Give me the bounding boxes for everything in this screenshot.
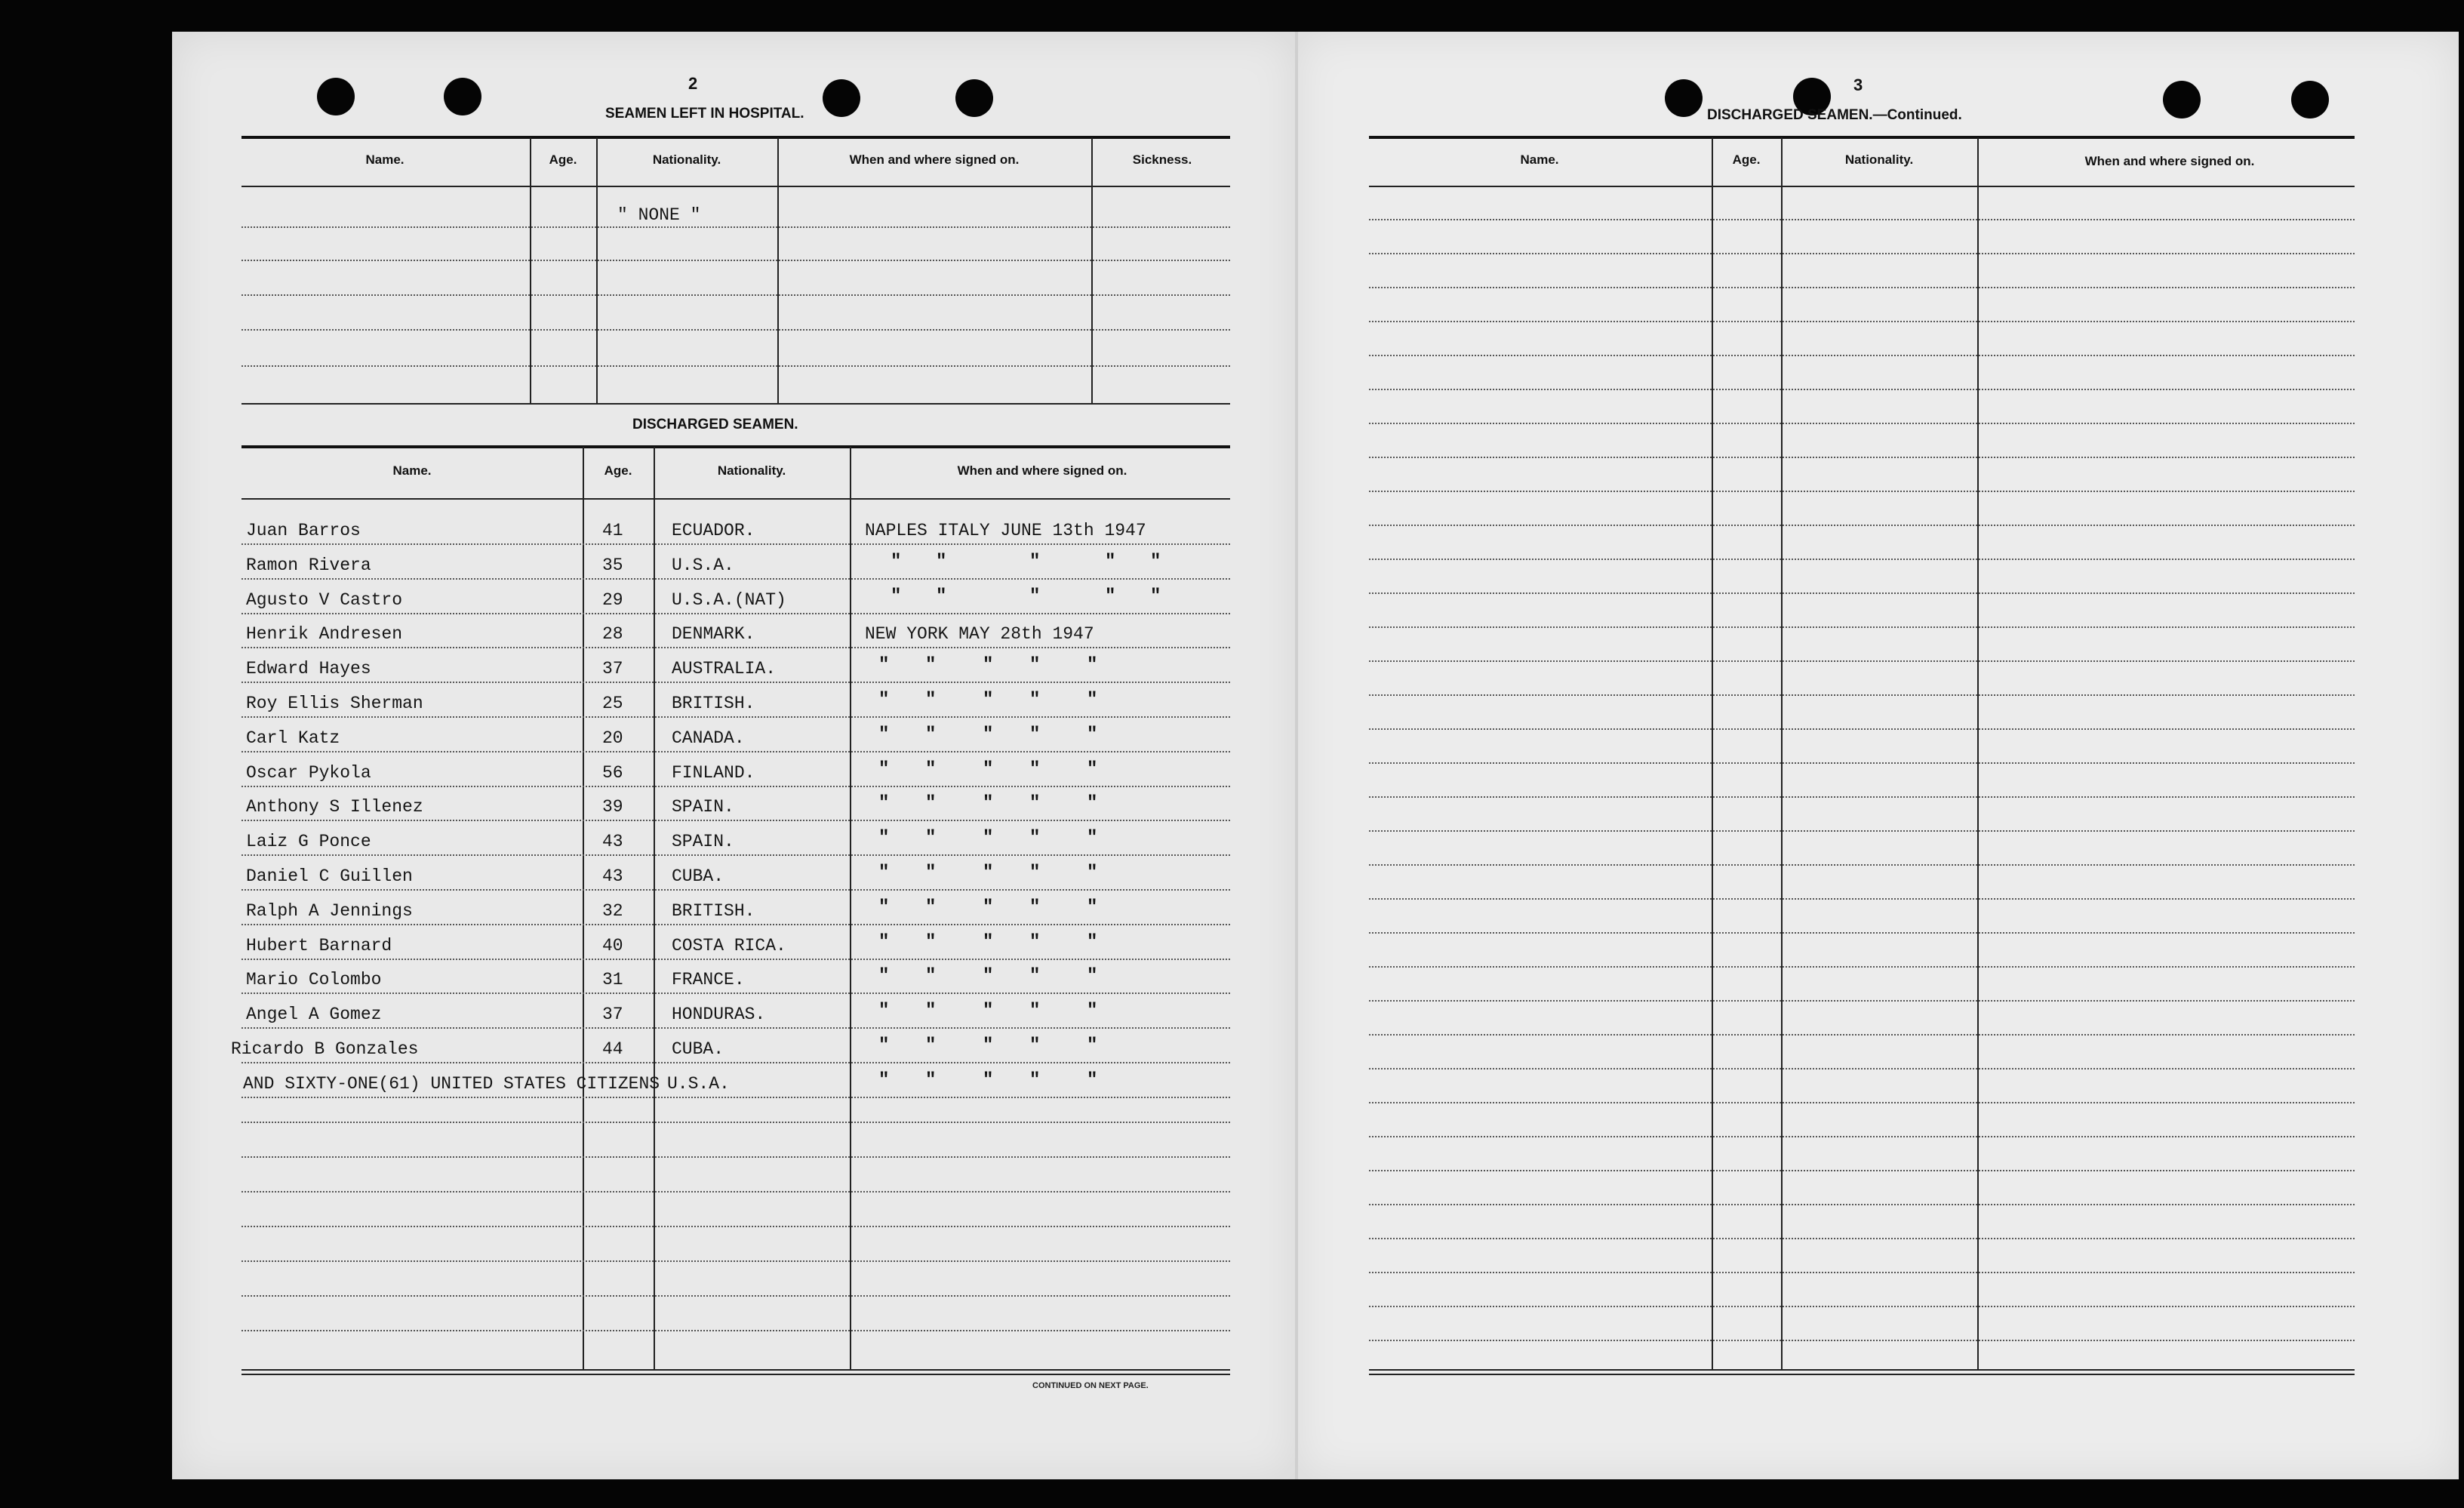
punch-hole [955, 79, 993, 117]
ditto-mark: " [925, 966, 937, 986]
seaman-age: 39 [602, 797, 623, 817]
seaman-nationality: AUSTRALIA. [672, 659, 777, 679]
column-header-name: Name. [1520, 152, 1559, 167]
table-rule [241, 186, 1230, 187]
column-divider [777, 137, 779, 403]
ditto-mark: " [878, 655, 890, 676]
row-guide [1369, 1136, 2355, 1137]
ditto-mark: " [1029, 793, 1041, 814]
ditto-mark: " [1029, 1001, 1041, 1021]
row-guide [241, 1062, 1230, 1063]
seaman-age: 37 [602, 1005, 623, 1024]
row-guide [1369, 1000, 2355, 1002]
ditto-mark: " [925, 828, 937, 848]
seaman-name: Angel A Gomez [246, 1005, 382, 1024]
row-guide [1369, 1238, 2355, 1239]
ditto-mark: " [983, 690, 994, 710]
table-rule [241, 1369, 1230, 1371]
seaman-name: Henrik Andresen [246, 624, 403, 644]
ditto-mark: " [983, 1001, 994, 1021]
row-guide [1369, 1170, 2355, 1171]
ditto-mark: " [925, 1001, 937, 1021]
ditto-mark: " [878, 759, 890, 780]
continued-note: CONTINUED ON NEXT PAGE. [1032, 1381, 1149, 1390]
row-guide [1369, 762, 2355, 764]
ditto-mark: " [1087, 1070, 1098, 1091]
row-guide [1369, 1068, 2355, 1069]
seaman-nationality: FINLAND. [672, 763, 755, 783]
seaman-name: Agusto V Castro [246, 590, 403, 610]
row-guide [1369, 1340, 2355, 1341]
page-number: 2 [688, 74, 698, 93]
row-guide [1369, 287, 2355, 288]
ditto-mark: " [983, 932, 994, 953]
ditto-mark: " [878, 1036, 890, 1056]
signed-on-entry: NAPLES ITALY JUNE 13th 1947 [865, 521, 1146, 540]
row-guide [1369, 1102, 2355, 1103]
ditto-mark: " [878, 793, 890, 814]
seaman-age: 20 [602, 728, 623, 748]
seaman-age: 43 [602, 866, 623, 886]
row-guide [1369, 660, 2355, 662]
column-header-age: Age. [1732, 152, 1761, 167]
ditto-mark: " [1087, 863, 1098, 883]
seaman-name: Juan Barros [246, 521, 361, 540]
table-rule [1369, 1369, 2355, 1371]
seaman-nationality: HONDURAS. [672, 1005, 766, 1024]
row-guide [241, 260, 1230, 261]
ditto-mark: " [1087, 759, 1098, 780]
column-divider [596, 137, 598, 403]
row-guide [1369, 932, 2355, 934]
seaman-nationality: FRANCE. [672, 970, 745, 989]
document-page-2 [172, 32, 1297, 1479]
seaman-nationality: ECUADOR. [672, 521, 755, 540]
table-rule [1369, 186, 2355, 187]
seaman-nationality: DENMARK. [672, 624, 755, 644]
column-header-age: Age. [549, 152, 577, 167]
seaman-nationality: COSTA RICA. [672, 936, 786, 956]
row-guide [1369, 728, 2355, 730]
seaman-age: 41 [602, 521, 623, 540]
row-guide [241, 226, 1230, 228]
ditto-mark: " [891, 586, 902, 607]
column-divider [654, 447, 655, 1369]
row-guide [241, 543, 1230, 545]
page-spine [1295, 32, 1298, 1479]
seaman-name: Ricardo B Gonzales [231, 1039, 419, 1059]
ditto-mark: " [1150, 552, 1161, 572]
row-guide [1369, 355, 2355, 356]
row-guide [1369, 898, 2355, 900]
column-divider [1091, 137, 1093, 403]
seaman-nationality: SPAIN. [672, 797, 734, 817]
row-guide [1369, 592, 2355, 594]
row-guide [1369, 1034, 2355, 1036]
ditto-mark: " [1150, 586, 1161, 607]
ditto-mark: " [925, 655, 937, 676]
row-guide [241, 993, 1230, 994]
column-header-sickness: Sickness. [1132, 152, 1192, 167]
column-divider [583, 447, 584, 1369]
ditto-mark: " [1029, 863, 1041, 883]
row-guide [241, 959, 1230, 960]
ditto-mark: " [1087, 932, 1098, 953]
ditto-mark: " [983, 863, 994, 883]
row-guide [1369, 830, 2355, 832]
column-divider [530, 137, 531, 403]
ditto-mark: " [925, 897, 937, 918]
ditto-mark: " [1087, 725, 1098, 745]
seaman-age: 32 [602, 901, 623, 921]
document-page-3 [1297, 32, 2459, 1479]
ditto-mark: " [1087, 793, 1098, 814]
seaman-age: 25 [602, 694, 623, 713]
punch-hole [317, 78, 355, 115]
ditto-mark: " [1029, 552, 1041, 572]
ditto-mark: " [878, 1070, 890, 1091]
ditto-mark: " [1029, 828, 1041, 848]
table-rule [241, 403, 1230, 405]
seaman-age: 56 [602, 763, 623, 783]
right-page-title: DISCHARGED SEAMEN.—Continued. [1707, 107, 1962, 123]
ditto-mark: " [925, 690, 937, 710]
punch-hole [823, 79, 860, 117]
seaman-nationality: CANADA. [672, 728, 745, 748]
ditto-mark: " [878, 1001, 890, 1021]
row-guide [1369, 1272, 2355, 1273]
ditto-mark: " [925, 1036, 937, 1056]
row-guide [241, 1226, 1230, 1227]
ditto-mark: " [891, 552, 902, 572]
row-guide [241, 1122, 1230, 1123]
row-guide [241, 329, 1230, 331]
row-guide [241, 1156, 1230, 1158]
row-guide [1369, 626, 2355, 628]
ditto-mark: " [1087, 828, 1098, 848]
seaman-age: 43 [602, 832, 623, 851]
seaman-name: Anthony S Illenez [246, 797, 423, 817]
row-guide [241, 751, 1230, 752]
seaman-age: 35 [602, 555, 623, 575]
ditto-mark: " [983, 966, 994, 986]
signed-on-entry: NEW YORK MAY 28th 1947 [865, 624, 1094, 644]
seaman-nationality: BRITISH. [672, 694, 755, 713]
seaman-nationality: U.S.A. [672, 555, 734, 575]
row-guide [241, 820, 1230, 821]
seaman-name: Carl Katz [246, 728, 340, 748]
ditto-mark: " [925, 1070, 937, 1091]
seaman-name: Daniel C Guillen [246, 866, 413, 886]
ditto-mark: " [1029, 655, 1041, 676]
ditto-mark: " [1105, 552, 1116, 572]
ditto-mark: " [1105, 586, 1116, 607]
page-number: 3 [1853, 75, 1863, 94]
ditto-mark: " [1087, 1001, 1098, 1021]
seaman-nationality: CUBA. [672, 866, 724, 886]
ditto-mark: " [1087, 1036, 1098, 1056]
seaman-name: Laiz G Ponce [246, 832, 371, 851]
row-guide [1369, 966, 2355, 968]
row-guide [1369, 423, 2355, 424]
punch-hole [2291, 81, 2329, 118]
row-guide [241, 786, 1230, 787]
ditto-mark: " [925, 759, 937, 780]
column-header-name: Name. [392, 463, 432, 478]
seaman-age: 40 [602, 936, 623, 956]
row-guide [241, 1097, 1230, 1098]
ditto-mark: " [1087, 690, 1098, 710]
column-header-signed-on: When and where signed on. [2084, 154, 2255, 168]
row-guide [241, 365, 1230, 367]
ditto-mark: " [1087, 897, 1098, 918]
ditto-mark: " [1029, 1070, 1041, 1091]
ditto-mark: " [1029, 759, 1041, 780]
table-rule [241, 498, 1230, 500]
ditto-mark: " [1029, 586, 1041, 607]
seaman-age: 29 [602, 590, 623, 610]
table-rule [241, 136, 1230, 139]
seaman-age: 28 [602, 624, 623, 644]
ditto-mark: " [878, 932, 890, 953]
hospital-section-title: SEAMEN LEFT IN HOSPITAL. [605, 106, 804, 122]
row-guide [1369, 253, 2355, 254]
row-guide [1369, 389, 2355, 390]
seaman-name: Oscar Pykola [246, 763, 371, 783]
ditto-mark: " [1029, 725, 1041, 745]
punch-hole [444, 78, 481, 115]
table-rule [241, 445, 1230, 448]
ditto-mark: " [936, 552, 947, 572]
row-guide [1369, 219, 2355, 220]
table-rule [1369, 1374, 2355, 1375]
ditto-mark: " [936, 586, 947, 607]
ditto-mark: " [1029, 932, 1041, 953]
ditto-mark: " [878, 966, 890, 986]
seaman-age: 31 [602, 970, 623, 989]
seaman-name: Ramon Rivera [246, 555, 371, 575]
ditto-mark: " [925, 793, 937, 814]
row-guide [241, 647, 1230, 648]
row-guide [241, 1027, 1230, 1029]
seaman-nationality: BRITISH. [672, 901, 755, 921]
punch-hole [2163, 81, 2201, 118]
column-header-signed-on: When and where signed on. [849, 152, 1020, 167]
seaman-age: 44 [602, 1039, 623, 1059]
row-guide [241, 924, 1230, 925]
ditto-mark: " [1029, 897, 1041, 918]
seaman-nationality: U.S.A.(NAT) [672, 590, 786, 610]
row-guide [241, 682, 1230, 683]
seaman-name: Mario Colombo [246, 970, 382, 989]
ditto-mark: " [983, 828, 994, 848]
seaman-age: 37 [602, 659, 623, 679]
row-guide [241, 1295, 1230, 1297]
ditto-mark: " [878, 725, 890, 745]
ditto-mark: " [925, 932, 937, 953]
row-guide [1369, 491, 2355, 492]
row-guide [1369, 1204, 2355, 1205]
ditto-mark: " [878, 828, 890, 848]
row-guide [1369, 694, 2355, 696]
row-guide [241, 578, 1230, 580]
discharged-section-title: DISCHARGED SEAMEN. [632, 417, 798, 432]
row-guide [1369, 559, 2355, 560]
seaman-name: Hubert Barnard [246, 936, 392, 956]
ditto-mark: " [983, 759, 994, 780]
row-guide [241, 294, 1230, 296]
ditto-mark: " [878, 690, 890, 710]
ditto-mark: " [1087, 966, 1098, 986]
row-guide [241, 854, 1230, 856]
column-header-age: Age. [604, 463, 632, 478]
column-divider [850, 447, 851, 1369]
row-guide [1369, 457, 2355, 458]
seaman-nationality: CUBA. [672, 1039, 724, 1059]
ditto-mark: " [1029, 966, 1041, 986]
row-guide [241, 1330, 1230, 1331]
ditto-mark: " [925, 863, 937, 883]
seaman-name: AND SIXTY-ONE(61) UNITED STATES CITIZENS [243, 1074, 660, 1094]
ditto-mark: " [983, 655, 994, 676]
column-header-name: Name. [365, 152, 405, 167]
row-guide [1369, 1306, 2355, 1307]
seaman-name: Roy Ellis Sherman [246, 694, 423, 713]
row-guide [241, 716, 1230, 718]
ditto-mark: " [983, 1036, 994, 1056]
row-guide [1369, 796, 2355, 798]
seaman-name: Edward Hayes [246, 659, 371, 679]
row-guide [241, 1260, 1230, 1262]
hospital-none-entry: " NONE " [617, 205, 701, 225]
row-guide [1369, 321, 2355, 322]
column-header-signed-on: When and where signed on. [957, 463, 1127, 478]
row-guide [241, 1191, 1230, 1193]
punch-hole [1665, 79, 1703, 117]
column-header-nationality: Nationality. [717, 463, 786, 478]
ditto-mark: " [983, 725, 994, 745]
table-rule [1369, 136, 2355, 139]
ditto-mark: " [983, 1070, 994, 1091]
ditto-mark: " [983, 897, 994, 918]
row-guide [1369, 864, 2355, 866]
ditto-mark: " [1029, 1036, 1041, 1056]
seaman-nationality: U.S.A. [667, 1074, 730, 1094]
row-guide [241, 889, 1230, 891]
row-guide [1369, 525, 2355, 526]
ditto-mark: " [1029, 690, 1041, 710]
row-guide [241, 613, 1230, 614]
column-header-nationality: Nationality. [1844, 152, 1914, 167]
ditto-mark: " [878, 863, 890, 883]
seaman-name: Ralph A Jennings [246, 901, 413, 921]
ditto-mark: " [878, 897, 890, 918]
ditto-mark: " [983, 793, 994, 814]
seaman-nationality: SPAIN. [672, 832, 734, 851]
ditto-mark: " [925, 725, 937, 745]
ditto-mark: " [1087, 655, 1098, 676]
table-rule [241, 1374, 1230, 1375]
column-header-nationality: Nationality. [652, 152, 721, 167]
